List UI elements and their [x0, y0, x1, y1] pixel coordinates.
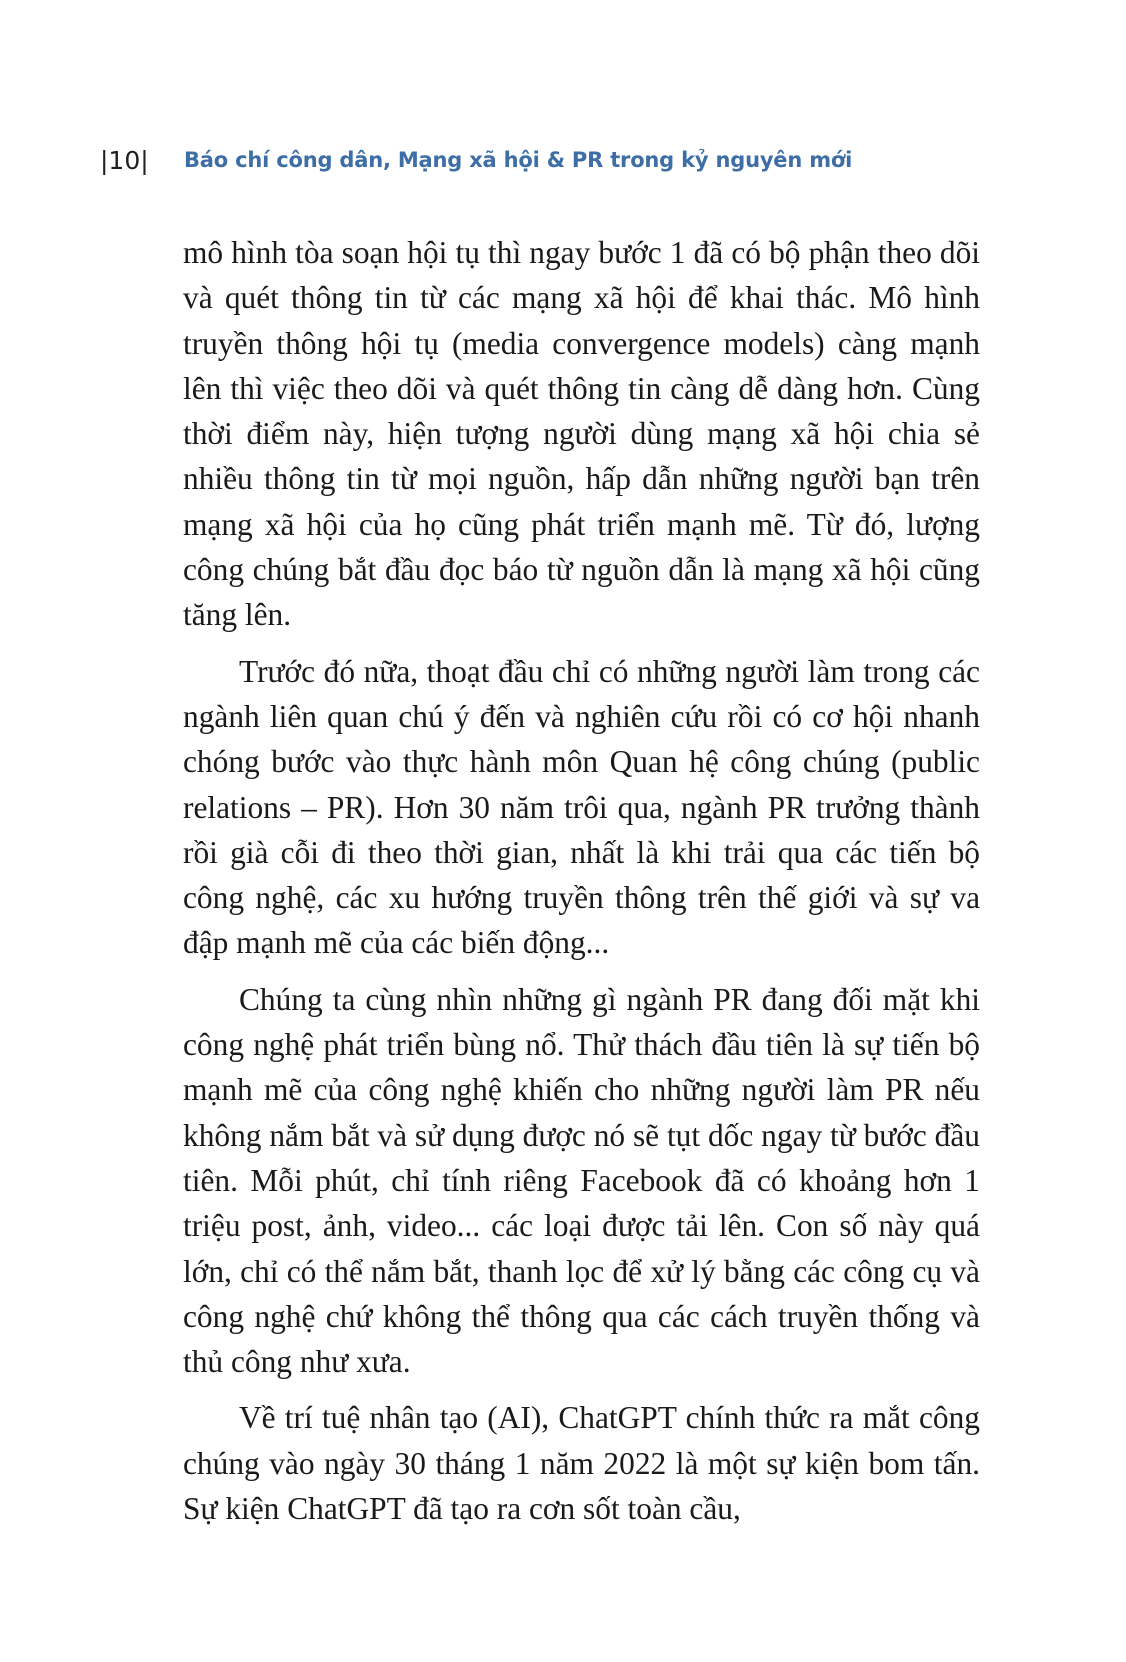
page-number: |10| [100, 145, 149, 175]
paragraph-continued: mô hình tòa soạn hội tụ thì ngay bước 1 đã có bộ phận theo dõi và quét thông tin từ các mạng xã hội để khai thác. Mô hình truyền thông hội tụ (media convergence models) càng mạnh lên thì việc theo dõi và quét thông tin càng dễ dàng hơn. Cùng thời điểm này, hiện tượng người dùng mạng xã hội chia sẻ nhiều thông tin từ mọi nguồn, hấp dẫn những người bạn trên mạng xã hội của họ cũng phát triển mạnh mẽ. Từ đó, lượng công chúng bắt đầu đọc báo từ nguồn dẫn là mạng xã hội cũng tăng lên. [183, 235, 980, 633]
page-header [100, 140, 852, 180]
body-text [183, 230, 980, 1542]
paragraph: Chúng ta cùng nhìn những gì ngành PR đang đối mặt khi công nghệ phát triển bùng nổ. Thử thách đầu tiên là sự tiến bộ mạnh mẽ của công nghệ khiến cho những người làm PR nếu không nắm bắt và sử dụng được nó sẽ tụt dốc ngay từ bước đầu tiên. Mỗi phút, chỉ tính riêng Facebook đã có khoảng hơn 1 triệu post, ảnh, video... các loại được tải lên. Con số này quá lớn, chỉ có thể nắm bắt, thanh lọc để xử lý bằng các công cụ và công nghệ chứ không thể thông qua các cách truyền thống và thủ công như xưa. [183, 981, 980, 1380]
paragraph: Trước đó nữa, thoạt đầu chỉ có những người làm trong các ngành liên quan chú ý đến và nghiên cứu rồi có cơ hội nhanh chóng bước vào thực hành môn Quan hệ công chúng (public relations – PR). Hơn 30 năm trôi qua, ngành PR trưởng thành rồi già cỗi đi theo thời gian, nhất là khi trải qua các tiến bộ công nghệ, các xu hướng truyền thông trên thế giới và sự va đập mạnh mẽ của các biến động... [183, 653, 980, 961]
paragraph: Về trí tuệ nhân tạo (AI), ChatGPT chính thức ra mắt công chúng vào ngày 30 tháng 1 năm 2022 là một sự kiện bom tấn. Sự kiện ChatGPT đã tạo ra cơn sốt toàn cầu, [183, 1400, 980, 1527]
running-title: Báo chí công dân, Mạng xã hội & PR trong kỷ nguyên mới [184, 148, 853, 172]
